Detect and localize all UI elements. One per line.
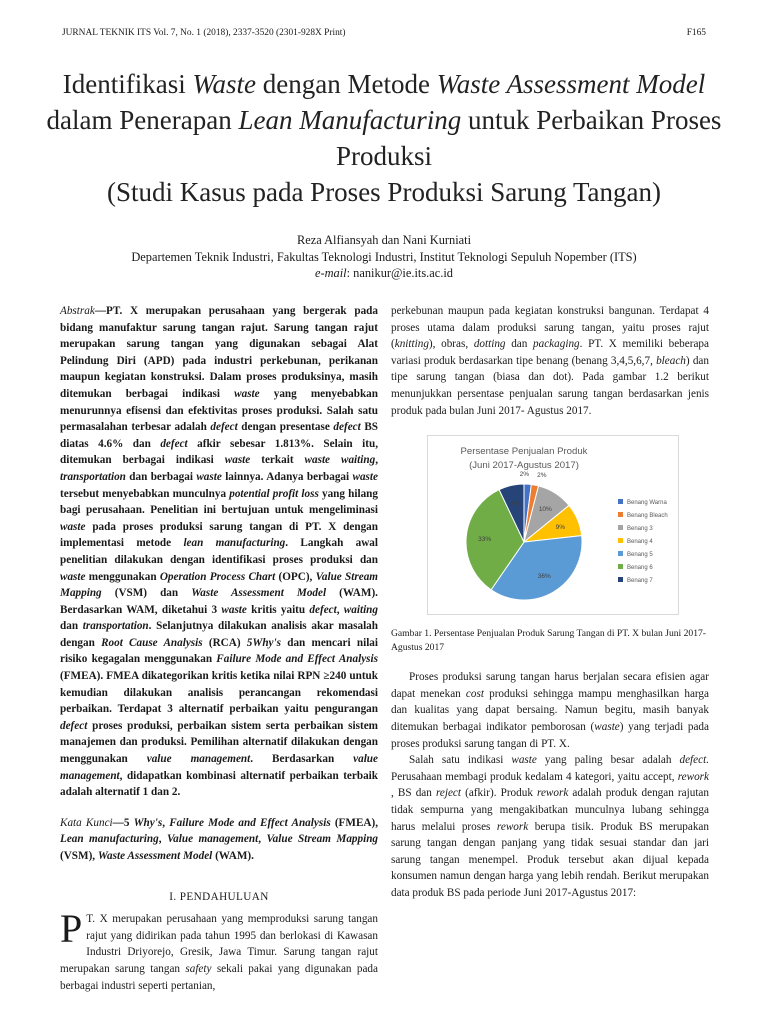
pie-data-label-1: 2% bbox=[519, 471, 530, 479]
left-column bbox=[60, 303, 378, 994]
legend-entry-7: Benang 7 bbox=[627, 578, 653, 585]
pie-data-label-3: 10% bbox=[538, 505, 552, 513]
author-email[interactable]: e-mail: nanikur@ie.its.ac.id bbox=[314, 266, 454, 280]
author-names: Reza Alfiansyah dan Nani Kurniati bbox=[296, 233, 472, 247]
legend-entry-3: Benang 3 bbox=[627, 526, 653, 533]
legend-entry-2: Benang Bleach bbox=[627, 513, 668, 520]
pie-chart bbox=[428, 436, 678, 614]
right-column bbox=[391, 303, 709, 901]
legend-swatch-3 bbox=[618, 525, 623, 530]
pie-data-label-6: 33% bbox=[478, 536, 492, 544]
products-paragraph: perkebunan maupun pada kegiatan konstruksi bangunan. Terdapat 4 proses utama dalam produksi sarung tangan, yaitu proses rajut (knitting), obras, dotting dan packaging. PT. X memiliki beberapa variasi produk berdasarkan tipe benang (benang 3,4,5,6,7, bleach) dan tipe sarung tangan (biasa dan dot). Pada gambar 1.2 berikut menunjukkan persentase penjualan sarung tangan berdasarkan jenis produk pada bulan Juni 2017- Agustus 2017. bbox=[391, 305, 709, 417]
chart-title: Persentase Penjualan Produk bbox=[460, 446, 588, 458]
journal-info: JURNAL TEKNIK ITS Vol. 7, No. 1 (2018), 2337-3520 (2301-928X Print) bbox=[62, 28, 346, 38]
drop-cap: P bbox=[60, 906, 83, 952]
paper-title: Identifikasi Waste dengan Metode Waste Assessment Model dalam Penerapan Lean Manufacturing untuk Perbaikan Proses Produksi (Studi Kasus pada Proses Produksi Sarung Tangan) bbox=[46, 69, 722, 207]
legend-swatch-7 bbox=[618, 577, 623, 582]
legend-swatch-4 bbox=[618, 538, 623, 543]
legend-swatch-2 bbox=[618, 512, 623, 517]
efficiency-paragraph: Proses produksi sarung tangan harus berjalan secara efisien agar dapat menekan cost produksi sehingga mampu menghasilkan harga dan kualitas yang dapat bersaing. Namun begitu, masih banyak ditemukan berbagai indikator pemborosan (waste) yang terjadi pada proses produksi sarung tangan di PT. X. bbox=[391, 671, 709, 750]
pie-data-label-4: 9% bbox=[555, 523, 566, 531]
page-number: F165 bbox=[686, 28, 706, 38]
legend-swatch-5 bbox=[618, 551, 623, 556]
author-block bbox=[40, 232, 728, 282]
pie-data-label-2: 2% bbox=[537, 472, 547, 480]
pie-data-label-5: 36% bbox=[537, 572, 551, 580]
title-subtitle: (Studi Kasus pada Proses Produksi Sarung Tangan) bbox=[106, 177, 662, 207]
sales-pie-chart-figure bbox=[427, 435, 679, 615]
defect-paragraph: Salah satu indikasi waste yang paling besar adalah defect. Perusahaan membagi produk kedalam 4 kategori, yaitu accept, rework , BS dan reject (afkir). Produk rework adalah produk dengan rajutan tidak sempurna yang mengakibatkan munculnya lubang sehingga harus melalui proses rework berupa tisik. Produk BS merupakan sarung tangan dengan panjang yang tidak sesuai standar dan jari sarung tangan menempel. Produk tersebut akan dijual kepada konsumen namun dengan harga yang lebih rendah. Berikut merupakan data produk BS pada periode Juni 2017-Agustus 2017: bbox=[391, 754, 709, 899]
running-header bbox=[62, 28, 706, 42]
pie-data-label-7: 7% bbox=[510, 500, 521, 508]
legend-entry-4: Benang 4 bbox=[627, 539, 653, 546]
legend-entry-1: Benang Warna bbox=[627, 500, 667, 507]
legend-entry-5: Benang 5 bbox=[627, 552, 653, 559]
intro-paragraph: P T. X merupakan perusahaan yang memproduksi sarung tangan rajut yang didirikan pada tahun 1995 dan berlokasi di Kawasan Industri Driyorejo, Gresik, Jawa Timur. Sarung tangan rajut merupakan sarung tangan safety sekali pakai yang digunakan pada berbagai industri seperti pertanian, bbox=[60, 906, 378, 992]
abstract: Abstrak—PT. X merupakan perusahaan yang bergerak pada bidang manufaktur sarung tangan rajut. Sarung tangan rajut merupakan sarung tangan yang digunakan sebagai Alat Pelindung Diri (APD) pada industri perkebunan, perikanan maupun kegiatan konstruksi. Dalam proses produksinya, masih ditemukan berbagai indikasi waste yang menyebabkan menurunnya efisensi dan efektivitas proses produksi. Salah satu permasalahan terbesar adalah defect dengan presentase defect BS diatas 4.6% dan defect afkir sebesar 1.813%. Selain itu, ditemukan berbagai indikasi waste terkait waste waiting, transportation dan berbagai waste lainnya. Adanya berbagai waste tersebut menyebabkan munculnya potential profit loss yang hilang bagi perusahaan. Penelitian ini bertujuan untuk mengeliminasi waste pada proses produksi sarung tangan di PT. X dengan implementasi metode lean manufacturing. Langkah awal penelitian dilakukan dengan identifikasi proses produksi dan waste menggunakan Operation Process Chart (OPC), Value Stream Mapping (VSM) dan Waste Assessment Model (WAM). Berdasarkan WAM, diketahui 3 waste kritis yaitu defect, waiting dan transportation. Selanjutnya dilakukan analisis akar masalah dengan Root Cause Analysis (RCA) 5Why's dan mencari nilai risiko kegagalan menggunakan Failure Mode and Effect Analysis (FMEA). FMEA dikategorikan kritis ketika nilai RPN ≥240 untuk kemudian dilakukan analisis perancangan rekomendasi perbaikan. Terdapat 3 alternatif perbaikan yaitu pengurangan defect proses produksi, perbaikan sistem serta perbaikan sistem manajemen dan produksi. Pemilihan alternatif dilakukan dengan menggunakan value management. Berdasarkan value management, didapatkan kombinasi alternatif perbaikan terbaik adalah alternatif 1 dan 2. bbox=[60, 305, 379, 799]
figure-caption: Gambar 1. Persentase Penjualan Produk Sarung Tangan di PT. X bulan Juni 2017-Agustus 2017 bbox=[391, 628, 706, 654]
keywords: Kata Kunci—5 Why's, Failure Mode and Effect Analysis (FMEA), Lean manufacturing, Value management, Value Stream Mapping (VSM), Waste Assessment Model (WAM). bbox=[60, 816, 379, 862]
chart-subtitle: (Juni 2017-Agustus 2017) bbox=[469, 460, 579, 472]
section-heading-pendahuluan: I. PENDAHULUAN bbox=[169, 890, 269, 903]
legend-swatch-6 bbox=[618, 564, 623, 569]
author-affiliation: Departemen Teknik Industri, Fakultas Teknologi Industri, Institut Teknologi Sepuluh Nopember (ITS) bbox=[131, 249, 637, 264]
legend-entry-6: Benang 6 bbox=[627, 565, 653, 572]
legend-swatch-1 bbox=[618, 499, 623, 504]
